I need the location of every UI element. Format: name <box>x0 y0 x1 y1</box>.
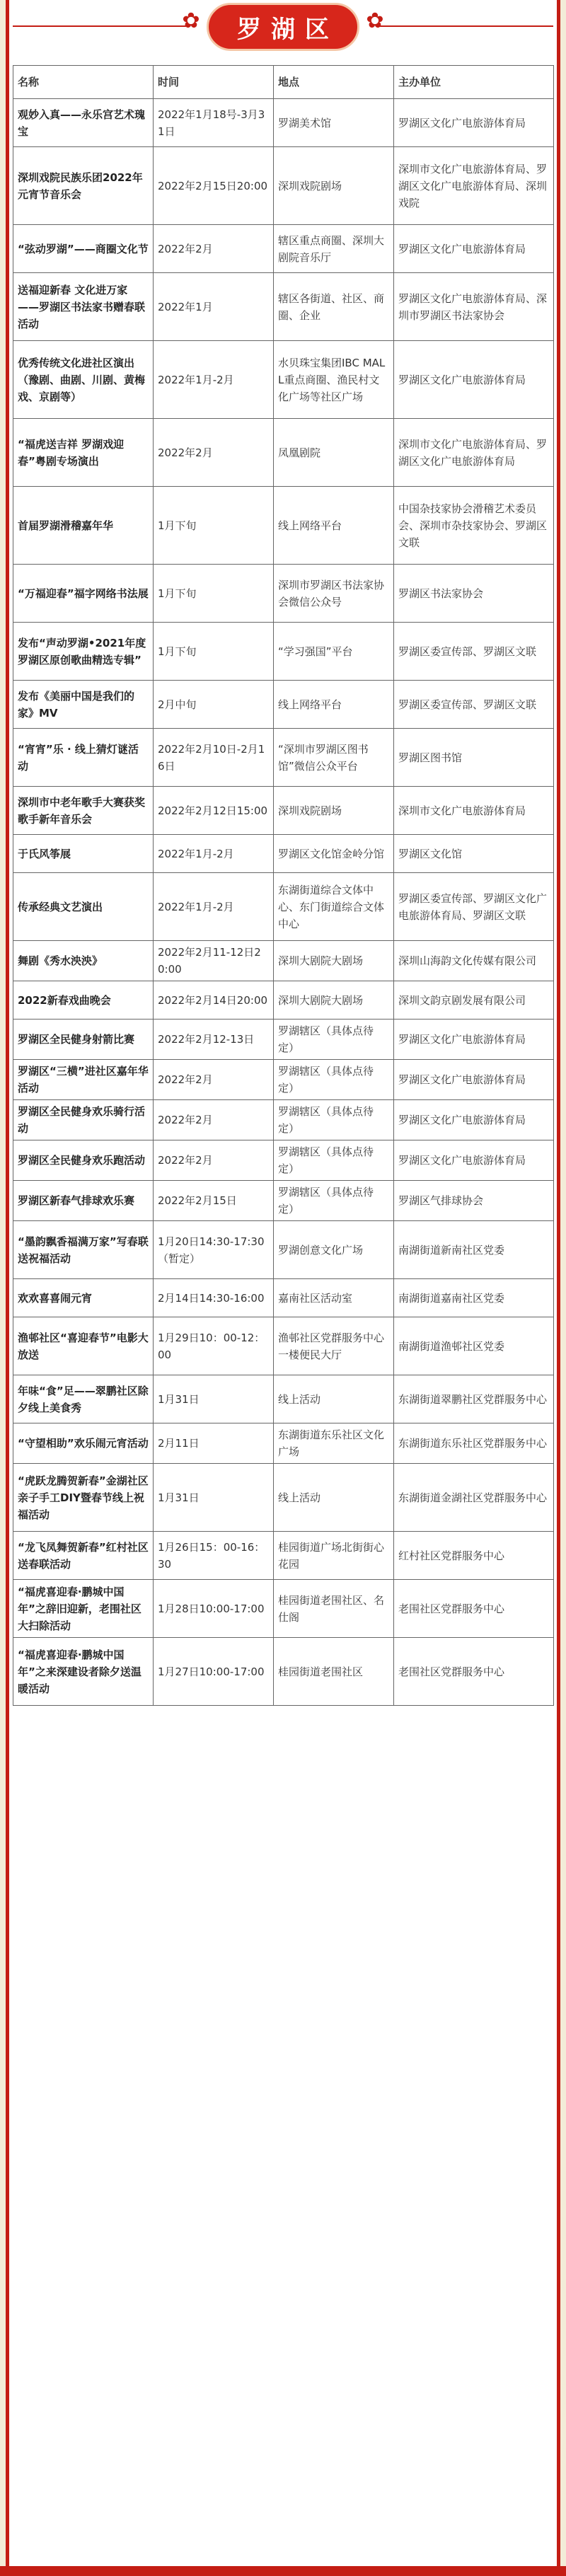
table-row <box>13 341 554 419</box>
header <box>0 0 566 64</box>
cell-place: 罗湖辖区（具体点待定） <box>274 1100 394 1140</box>
table-row <box>13 487 554 565</box>
cell-name: 罗湖区“三横”进社区嘉年华活动 <box>13 1060 154 1100</box>
table-row <box>13 835 554 873</box>
cell-organizer: 罗湖区文化广电旅游体育局 <box>394 1020 554 1060</box>
table-row <box>13 1423 554 1464</box>
cell-name: 发布“声动罗湖•2021年度罗湖区原创歌曲精选专辑” <box>13 623 154 681</box>
cell-place: 东湖街道综合文体中心、东门街道综合文体中心 <box>274 873 394 941</box>
table-row <box>13 1580 554 1638</box>
cell-name: “龙飞凤舞贺新春”红村社区送春联活动 <box>13 1532 154 1580</box>
cell-place: 罗湖辖区（具体点待定） <box>274 1020 394 1060</box>
district-title: 罗湖区 <box>237 15 339 44</box>
column-header-name: 名称 <box>13 66 154 99</box>
cell-organizer: 罗湖区文化广电旅游体育局 <box>394 1100 554 1140</box>
table-row <box>13 147 554 225</box>
table-row <box>13 681 554 729</box>
cell-organizer: 中国杂技家协会滑稽艺术委员会、深圳市杂技家协会、罗湖区文联 <box>394 487 554 565</box>
cell-organizer: 深圳市文化广电旅游体育局、罗湖区文化广电旅游体育局、深圳戏院 <box>394 147 554 225</box>
footer-band <box>0 2566 566 2576</box>
cell-name: 深圳市中老年歌手大赛获奖歌手新年音乐会 <box>13 787 154 835</box>
cell-organizer: 深圳文韵京剧发展有限公司 <box>394 981 554 1020</box>
table-row <box>13 1317 554 1375</box>
cell-organizer: 罗湖区委宣传部、罗湖区文联 <box>394 623 554 681</box>
cell-place: 罗湖辖区（具体点待定） <box>274 1060 394 1100</box>
table-row <box>13 787 554 835</box>
table-row <box>13 225 554 273</box>
cell-name: 罗湖区全民健身欢乐骑行活动 <box>13 1100 154 1140</box>
cell-place: 渔邨社区党群服务中心一楼便民大厅 <box>274 1317 394 1375</box>
cloud-ornament-icon: ✿ <box>366 8 384 33</box>
cell-organizer: 南湖街道嘉南社区党委 <box>394 1279 554 1317</box>
cell-time: 1月下旬 <box>154 487 274 565</box>
cell-time: 2022年2月 <box>154 225 274 273</box>
cell-time: 2022年2月15日20:00 <box>154 147 274 225</box>
cell-organizer: 罗湖区文化广电旅游体育局 <box>394 225 554 273</box>
cell-place: 深圳戏院剧场 <box>274 787 394 835</box>
cell-place: 罗湖美术馆 <box>274 99 394 147</box>
table-row <box>13 1375 554 1423</box>
table-row <box>13 1020 554 1060</box>
cell-name: “福虎喜迎春·鹏城中国年”之来深建设者除夕送温暖活动 <box>13 1638 154 1706</box>
cell-time: 1月31日 <box>154 1375 274 1423</box>
cell-name: 送福迎新春 文化进万家——罗湖区书法家书赠春联活动 <box>13 273 154 341</box>
cell-name: 首届罗湖滑稽嘉年华 <box>13 487 154 565</box>
cell-place: 线上网络平台 <box>274 487 394 565</box>
table-row <box>13 1181 554 1221</box>
cell-name: 于氏风筝展 <box>13 835 154 873</box>
cell-time: 2022年2月 <box>154 1100 274 1140</box>
column-header-place: 地点 <box>274 66 394 99</box>
cell-place: 辖区重点商圈、深圳大剧院音乐厅 <box>274 225 394 273</box>
cell-name: 发布《美丽中国是我们的家》MV <box>13 681 154 729</box>
table-row <box>13 1279 554 1317</box>
cell-time: 1月下旬 <box>154 565 274 623</box>
cell-time: 2022年2月10日-2月16日 <box>154 729 274 787</box>
cell-time: 1月28日10:00-17:00 <box>154 1580 274 1638</box>
cell-organizer: 东湖街道东乐社区党群服务中心 <box>394 1423 554 1464</box>
table-row <box>13 1060 554 1100</box>
cell-name: “墨韵飘香福满万家”写春联送祝福活动 <box>13 1221 154 1279</box>
table-row <box>13 1638 554 1706</box>
cell-place: 深圳市罗湖区书法家协会微信公众号 <box>274 565 394 623</box>
cell-time: 2022年2月15日 <box>154 1181 274 1221</box>
cell-name: 罗湖区全民健身射箭比赛 <box>13 1020 154 1060</box>
table-row <box>13 729 554 787</box>
cell-organizer: 南湖街道渔邨社区党委 <box>394 1317 554 1375</box>
cell-place: 嘉南社区活动室 <box>274 1279 394 1317</box>
cell-name: 年味“食”足——翠鹏社区除夕线上美食秀 <box>13 1375 154 1423</box>
cell-time: 2022年1月-2月 <box>154 341 274 419</box>
cell-place: “学习强国”平台 <box>274 623 394 681</box>
table-row <box>13 873 554 941</box>
cell-organizer: 老围社区党群服务中心 <box>394 1638 554 1706</box>
cell-place: 罗湖辖区（具体点待定） <box>274 1140 394 1181</box>
cell-time: 2022年2月 <box>154 419 274 487</box>
cell-place: 水贝珠宝集团IBC MALL重点商圈、渔民村文化广场等社区广场 <box>274 341 394 419</box>
cell-time: 2022年2月12日15:00 <box>154 787 274 835</box>
cell-organizer: 罗湖区文化广电旅游体育局 <box>394 341 554 419</box>
cell-time: 1月下旬 <box>154 623 274 681</box>
cell-name: 观妙入真——永乐宫艺术瑰宝 <box>13 99 154 147</box>
cell-name: “弦动罗湖”——商圈文化节 <box>13 225 154 273</box>
cell-name: 2022新春戏曲晚会 <box>13 981 154 1020</box>
table-row <box>13 99 554 147</box>
cell-organizer: 深圳市文化广电旅游体育局、罗湖区文化广电旅游体育局 <box>394 419 554 487</box>
cell-organizer: 罗湖区气排球协会 <box>394 1181 554 1221</box>
cell-name: 传承经典文艺演出 <box>13 873 154 941</box>
table-row <box>13 419 554 487</box>
cell-organizer: 罗湖区文化广电旅游体育局 <box>394 1140 554 1181</box>
cell-name: 优秀传统文化进社区演出（豫剧、曲剧、川剧、黄梅戏、京剧等） <box>13 341 154 419</box>
cell-time: 2月14日14:30-16:00 <box>154 1279 274 1317</box>
cell-place: 线上活动 <box>274 1375 394 1423</box>
table-row <box>13 1100 554 1140</box>
cell-place: 桂园街道老围社区、名仕阁 <box>274 1580 394 1638</box>
cell-organizer: 罗湖区文化广电旅游体育局 <box>394 1060 554 1100</box>
cell-name: 深圳戏院民族乐团2022年元宵节音乐会 <box>13 147 154 225</box>
header-rule-right <box>376 25 553 27</box>
cell-organizer: 深圳山海韵文化传媒有限公司 <box>394 941 554 981</box>
table-row <box>13 941 554 981</box>
cell-time: 2月11日 <box>154 1423 274 1464</box>
cell-place: 辖区各街道、社区、商圈、企业 <box>274 273 394 341</box>
cell-time: 2022年2月 <box>154 1060 274 1100</box>
cell-place: 桂园街道广场北街街心花园 <box>274 1532 394 1580</box>
cell-name: “福虎送吉祥 罗湖戏迎春”粤剧专场演出 <box>13 419 154 487</box>
cell-time: 1月20日14:30-17:30（暂定） <box>154 1221 274 1279</box>
column-header-organizer: 主办单位 <box>394 66 554 99</box>
cell-place: 深圳戏院剧场 <box>274 147 394 225</box>
cell-place: 深圳大剧院大剧场 <box>274 981 394 1020</box>
cell-organizer: 红村社区党群服务中心 <box>394 1532 554 1580</box>
cell-time: 2022年2月11-12日20:00 <box>154 941 274 981</box>
cell-time: 2022年1月18号-3月31日 <box>154 99 274 147</box>
cell-time: 2022年2月12-13日 <box>154 1020 274 1060</box>
cell-place: 凤凰剧院 <box>274 419 394 487</box>
cell-name: 罗湖区全民健身欢乐跑活动 <box>13 1140 154 1181</box>
cell-place: 罗湖区文化馆金岭分馆 <box>274 835 394 873</box>
cell-name: “万福迎春”福字网络书法展 <box>13 565 154 623</box>
cell-time: 2022年2月14日20:00 <box>154 981 274 1020</box>
cloud-ornament-icon: ✿ <box>182 8 200 33</box>
cell-place: 线上活动 <box>274 1464 394 1532</box>
cell-name: 罗湖区新春气排球欢乐赛 <box>13 1181 154 1221</box>
cell-time: 2月中旬 <box>154 681 274 729</box>
cell-time: 1月31日 <box>154 1464 274 1532</box>
cell-time: 2022年1月-2月 <box>154 873 274 941</box>
cell-organizer: 老围社区党群服务中心 <box>394 1580 554 1638</box>
cell-time: 2022年1月-2月 <box>154 835 274 873</box>
cell-organizer: 罗湖区委宣传部、罗湖区文化广电旅游体育局、罗湖区文联 <box>394 873 554 941</box>
cell-organizer: 东湖街道翠鹏社区党群服务中心 <box>394 1375 554 1423</box>
column-header-time: 时间 <box>154 66 274 99</box>
cell-time: 1月29日10：00-12：00 <box>154 1317 274 1375</box>
table-row <box>13 1464 554 1532</box>
cell-organizer: 南湖街道新南社区党委 <box>394 1221 554 1279</box>
cell-place: 罗湖创意文化广场 <box>274 1221 394 1279</box>
cell-organizer: 深圳市文化广电旅游体育局 <box>394 787 554 835</box>
cell-organizer: 罗湖区文化馆 <box>394 835 554 873</box>
cell-time: 2022年1月 <box>154 273 274 341</box>
events-table <box>13 65 554 1706</box>
cell-place: 深圳大剧院大剧场 <box>274 941 394 981</box>
district-banner <box>207 3 359 51</box>
cell-organizer: 罗湖区文化广电旅游体育局 <box>394 99 554 147</box>
table-row <box>13 1140 554 1181</box>
cell-organizer: 罗湖区图书馆 <box>394 729 554 787</box>
cell-organizer: 罗湖区委宣传部、罗湖区文联 <box>394 681 554 729</box>
table-row <box>13 273 554 341</box>
cell-place: 线上网络平台 <box>274 681 394 729</box>
cell-name: “宵宵”乐 · 线上猜灯谜活动 <box>13 729 154 787</box>
cell-time: 1月26日15：00-16：30 <box>154 1532 274 1580</box>
header-rule-left <box>13 25 190 27</box>
cell-place: 东湖街道东乐社区文化广场 <box>274 1423 394 1464</box>
cell-place: 桂园街道老围社区 <box>274 1638 394 1706</box>
cell-organizer: 罗湖区书法家协会 <box>394 565 554 623</box>
table-row <box>13 981 554 1020</box>
cell-name: 渔邨社区“喜迎春节”电影大放送 <box>13 1317 154 1375</box>
cell-place: 罗湖辖区（具体点待定） <box>274 1181 394 1221</box>
table-row <box>13 1532 554 1580</box>
cell-name: “虎跃龙腾贺新春”金湖社区亲子手工DIY暨春节线上祝福活动 <box>13 1464 154 1532</box>
cell-name: “福虎喜迎春·鹏城中国年”之辞旧迎新，老围社区大扫除活动 <box>13 1580 154 1638</box>
cell-place: “深圳市罗湖区图书馆”微信公众平台 <box>274 729 394 787</box>
cell-organizer: 东湖街道金湖社区党群服务中心 <box>394 1464 554 1532</box>
table-header-row <box>13 66 554 99</box>
cell-organizer: 罗湖区文化广电旅游体育局、深圳市罗湖区书法家协会 <box>394 273 554 341</box>
table-row <box>13 1221 554 1279</box>
cell-name: 舞剧《秀水泱泱》 <box>13 941 154 981</box>
cell-time: 1月27日10:00-17:00 <box>154 1638 274 1706</box>
cell-name: “守望相助”欢乐闹元宵活动 <box>13 1423 154 1464</box>
table-row <box>13 565 554 623</box>
cell-time: 2022年2月 <box>154 1140 274 1181</box>
table-row <box>13 623 554 681</box>
cell-name: 欢欢喜喜闹元宵 <box>13 1279 154 1317</box>
